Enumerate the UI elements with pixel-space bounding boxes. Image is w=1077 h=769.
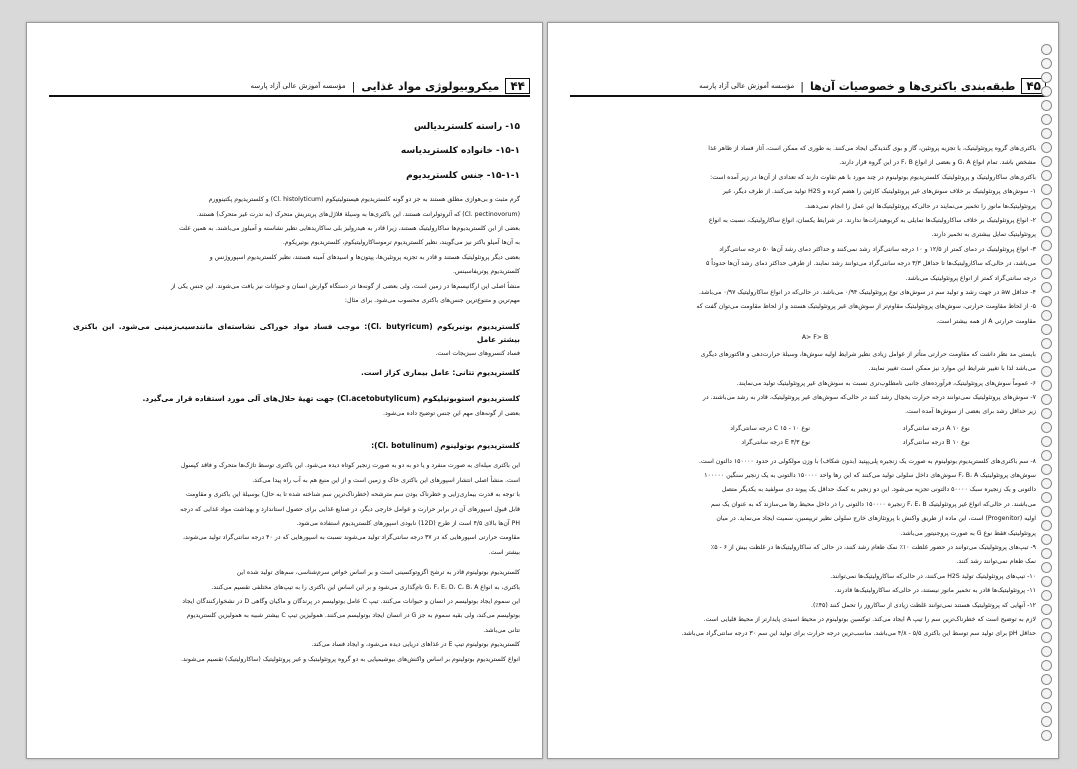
paragraph-line: انواع کلستریدیوم بوتولینوم بر اساس واکنش‌های بیوشیمیایی به دو گروه پروتئولیتیک و غیر پروتئولیتیک (ساکارولیتیک) تقسیم می‌شوند. [180,655,520,663]
paragraph-line: لازم به توضیح است که خطرناک‌ترین سم را تیپ A ایجاد می‌کند. توکسین بوتولینوم در محیط اسیدی پایدارتر از محیط قلیایی است. [703,616,1036,623]
species-acetobutylicum: کلستریدیوم استوبوتیلیکوم (Cl.acetobutylicum) جهت تهیهٔ حلال‌های آلی مورد استفاده قرار می‌گیرد. [142,394,520,404]
binding-ring-icon [1041,212,1052,223]
paragraph-line: باکتری، به انواع G، F، E، D، C، B، A نام‌گذاری می‌شود و بر این اساس این باکتری را به تیپ‌های مختلفی تقسیم می‌کنند. [211,583,520,591]
paragraph-line: مشخص باشد. تمام انواع G، A و بعضی از انواع F، B در این گروه قرار دارند. [839,159,1036,167]
paragraph-line: پروتئولیتیک تمایل بیشتری به تخمیر دارند. [931,231,1036,239]
binding-ring-icon [1041,534,1052,545]
paragraph-line: باکتری‌های ساکارولیتیک و پروتئولیتیک کلستریدیوم بوتولینوم در چند مورد با هم تفاوت دارند که تعدادی از آن‌ها در زیر آمده است: [710,173,1036,181]
binding-ring-icon [1041,604,1052,615]
paragraph-line: بعضی از گونه‌های مهم این جنس توضیح داده می‌شود. [383,409,520,417]
species-botulinum: کلستریدیوم بوتولینوم (Cl. botulinum): [371,440,520,450]
binding-ring-icon [1041,86,1052,97]
paragraph-line: ۸- سم باکتری‌های کلستریدیوم بوتولینوم به صورت یک زنجیره پلی‌پپتید (بدون شکاف) با وزن مولکولی در حدود ۱۵۰۰۰۰ دالتون است. [698,457,1036,465]
right-page-header [570,77,1046,97]
right-page [547,22,1059,759]
paragraph-line: دالتونی و یک زنجیره سبک ۵۰۰۰۰ دالتونی تجزیه می‌شود. این دو زنجیر به کمک حداقل یک پیوند دی سولفید به یکدیگر متصل [721,486,1036,494]
binding-ring-icon [1041,240,1052,251]
paragraph-line: کلستریدیوم بوتولینوم تیپ E در غذاهای دریایی دیده می‌شود، و ایجاد فساد می‌کند. [311,641,520,649]
paragraph-line: ۹- تیپ‌های پروتئولیتیک می‌توانند در حضور غلظت ۱۰٪ نمک طعام رشد کنند، در حالی که ساکارولیتیک‌ها در غلظت بیش از ۶ - ۵٪ [710,543,1036,551]
binding-ring-icon [1041,450,1052,461]
page-number: ۴۴ [505,78,530,94]
paragraph-line: باکتری‌های گروه پروتئولیتیک، با تجزیه پروتئین، گاز و بوی گندیدگی ایجاد می‌کنند. به طوری که ممکن است، آثار فساد از ظاهر غذا [708,145,1036,152]
binding-ring-icon [1041,156,1052,167]
paragraph-line: ۳- انواع پروتئولیتیک در دمای کمتر از ۱۲/۵ و ۱۰ درجه سانتی‌گراد رشد نمی‌کنند و حداکثر دمای رشد آن‌ها ۵۰ درجه سانتی‌گراد [719,245,1036,253]
paragraph-line: می‌باشد لذا با تغییر شرایط این موارد نیز ممکن است تغییر نمایند. [868,365,1036,373]
paragraph-line: ۱- سوش‌های پروتئولیتیک بر خلاف سوش‌های غیر پروتئولیتیک کازئین را هضم کرده و H2S تولید می‌کنند. از طرف دیگر، غیر [722,188,1036,196]
binding-ring-icon [1041,352,1052,363]
binding-ring-icon [1041,44,1052,55]
running-title: میکروبیولوژی مواد غذایی [361,79,500,93]
binding-ring-icon [1041,58,1052,69]
binding-ring-icon [1041,562,1052,573]
paragraph-line: ۱۲- آنهایی که پروتئولیتیک هستند نمی‌توانند غلظت زیادی از ساکاروز را تحمل کنند (۴۵٪). [810,601,1036,609]
binding-ring-icon [1041,632,1052,643]
paragraph-line: مهم‌ترین و متنوع‌ترین جنس‌های باکتری محسوب می‌شود. برای مثال: [344,297,520,305]
paragraph-line: نمک طعام نمی‌توانند رشد کنند. [956,558,1036,566]
binding-ring-icon [1041,618,1052,629]
paragraph-line: مقاومت حرارتی A از همه بیشتر است. [936,317,1036,325]
species-tetani: کلستریدیوم تتانی: عامل بیماری کزاز است. [361,367,520,377]
binding-ring-icon [1041,72,1052,83]
binding-ring-icon [1041,324,1052,335]
paragraph-line: است. منشأ اصلی انتشار اسپورهای این باکتری خاک و زمین است و از این منبع هم به آب راه پیدا می‌کند. [252,476,520,484]
binding-ring-icon [1041,296,1052,307]
left-page [26,22,543,759]
binding-ring-icon [1041,506,1052,517]
paragraph-line: بوتولیسم می‌کند، ولی بقیه سموم به جز G در انسان ایجاد بوتولیسم می‌کنند. همولیزین تیپ C بیشتر شبیه به همولیزین کلستریدیوم [186,612,520,620]
growth-temperature-table [660,423,969,450]
paragraph-line: منشأ اصلی این ارگانیسم‌ها در زمین است، ولی بعضی از گونه‌ها در دستگاه گوارش انسان و حیوانات نیز یافت می‌شوند. این جنس یکی از [170,282,520,290]
left-page-body [73,115,520,744]
paragraph-line: می‌باشند. در حالی‌که انواع غیر پروتئولیتیک F، E، B زنجیره ۱۵۰۰۰۰ دالتونی را در داخل محیط رها می‌سازند که به عنوان یک سم [710,500,1036,508]
paragraph-line: PH آن‌ها بالای ۴/۵ است از طرح (12D) نابودی اسپورهای کلستریدیوم استفاده می‌شود. [296,519,520,527]
binding-ring-icon [1041,184,1052,195]
type-entry: نوع E ۳/۳ درجه سانتی‌گراد [741,439,811,447]
paragraph-line: کلستریدیوم پوتریفاسینس. [452,268,520,276]
binding-ring-icon [1041,674,1052,685]
binding-ring-icon [1041,128,1052,139]
binding-ring-icon [1041,688,1052,699]
paragraph-line: این باکتری میله‌ای به صورت منفرد و یا دو به دو به صورت زنجیر کوتاه دیده می‌شود. این باکتری توسط تاژک‌ها متحرک و فاقد کپسول [180,462,520,470]
type-entry: نوع C ۱۵ - ۱۰ درجه سانتی‌گراد [730,424,811,432]
binding-ring-icon [1041,464,1052,475]
binding-ring-icon [1041,226,1052,237]
binding-ring-icon [1041,730,1052,741]
paragraph-line: پروتئولیتیک‌ها مانوز را تخمیر می‌نمایند در حالی‌که پروتئولیتیک‌ها این عمل را انجام نمی‌دهند. [805,202,1036,210]
binding-ring-icon [1041,380,1052,391]
binding-ring-icon [1041,282,1052,293]
paragraph-line: این سموم ایجاد بوتولیسم در انسان و حیوانات می‌کنند. تیپ C عامل بوتولیسم در پرندگان و ماکیان وگاهی D در نشخوارکنندگان ایجاد [182,597,520,605]
binding-ring-icon [1041,478,1052,489]
section-heading: ۱۵-۱-۱- جنس کلستریدیوم [406,170,520,181]
species-butyricum: کلستریدیوم بوتیریکوم (Cl. butyricum): موجب فساد مواد خوراکی نشاسته‌ای مانندسیب‌زمینی می‌شود. این باکتری بیشتر عامل [73,322,520,344]
binding-ring-icon [1041,436,1052,447]
paragraph-line: ۲- انواع پروتئولیتیک بر خلاف ساکارولیتیک‌ها تمایلی به کربوهیدرات‌ها ندارند. در شرایط یکسان، انواع ساکارولیتیک، نسبت به انواع [708,217,1036,225]
binding-rings [1041,44,1061,741]
paragraph-line: (Cl. pectinovorum) که آئروتولرانت هستند. این باکتری‌ها به وسیلهٔ فلاژل‌های پریتریش متحرک (به ندرت غیر متحرک) هستند. [196,210,520,218]
paragraph-line: زیر حداقل رشد برای بعضی از سوش‌ها آمده است. [905,408,1036,416]
page-number: ۴۵ [1021,78,1046,94]
binding-ring-icon [1041,660,1052,671]
binding-ring-icon [1041,142,1052,153]
type-entry: نوع A ۱۰ درجه سانتی‌گراد [902,424,970,432]
paragraph-line: قابل قبول اسپورهای آن در برابر حرارت و عوامل خارجی دیگر، در صنایع غذایی برای حصول استاندارد و بهداشت مواد غذایی که درجه [180,505,520,513]
heat-resistance-formula: A> F> B [801,334,829,342]
paragraph-line: گرم مثبت و بی‌هوازی مطلق هستند به جز دو گونه کلستریدیوم هیستولیتیکوم (Cl. histolyticum) و کلستریدیوم پکتینوورم [208,196,520,204]
binding-ring-icon [1041,716,1052,727]
paragraph-line: مقاومت حرارتی اسپورهایی که در ۳۷ درجه سانتی‌گراد تولید می‌شوند نسبت به اسپورهایی که در ۴۰ درجه سانتی‌گراد تولید می‌شوند، [183,534,520,542]
paragraph-line: به آن‌ها آمیلو باکتر نیز می‌گویند، نظیر کلستریدیوم ترموساکارولیتیکوم، کلستریدیوم بوتیریکوم. [282,239,520,247]
binding-ring-icon [1041,590,1052,601]
paragraph-line: فساد کنسروهای سبزیجات است. [435,350,520,358]
section-heading: ۱۵- راسته کلستریدیالس [413,122,520,132]
paragraph-line: پروتئولیتیک فقط نوع G به صورت پروجنیتور می‌باشد. [900,529,1036,537]
paragraph-line: درجه سانتی‌گراد کمتر از انواع پروتئولیتیک می‌باشد. [905,274,1036,282]
binding-ring-icon [1041,394,1052,405]
header-separator: | [351,79,356,93]
binding-ring-icon [1041,646,1052,657]
paragraph-line: سوش‌های پروتئولیتیک F، B، A سوش‌های داخل سلولی تولید می‌کنند که این رها واحد ۱۵۰۰۰۰ دالتونی به یک زنجیر سنگین ۱۰۰۰۰۰ [704,471,1036,479]
binding-ring-icon [1041,268,1052,279]
paragraph-line: ۵- از لحاظ مقاومت حرارتی، سوش‌های پروتئولیتیک مقاوم‌تر از سوش‌های غیر پروتئولیتیک هستند و از لحاظ مقاومت می‌توان گفت که [696,303,1036,311]
right-page-body [594,143,1036,744]
paragraph-line: ۱۱- پروتئولیتیک‌ها قادر به تخمیر مانوز نیستند، در حالی‌که ساکارولیتیک‌ها قادرند. [834,587,1036,595]
paragraph-line: ۷- سوش‌های پروتئولیتیک نمی‌توانند درجه حرارت یخچال رشد کنند در حالی‌که سوش‌های غیر پروتئولیتیک، قادر به رشد می‌باشند. در [702,393,1036,401]
binding-ring-icon [1041,198,1052,209]
paragraph-line: بعضی دیگر پروتئولیتیک هستند و قادر به تجزیه پروتئین‌ها، پپتون‌ها و اسیدهای آمینه هستند، نظیر کلستریدیوم اسپوروژنس و [209,253,520,261]
binding-ring-icon [1041,548,1052,559]
paragraph-line: می‌باشد، در حالی‌که ساکارولیتیک‌ها تا حداقل ۳/۳ درجه سانتی‌گراد می‌توانند رشد نمایند. از طرفی حداکثر دمای رشد آن‌ها حدوداً ۵ [705,260,1036,268]
left-page-header [49,77,530,97]
paragraph-line: بایستی مد نظر داشت که مقاومت حرارتی متأثر از عوامل زیادی نظیر شرایط اولیه سوش‌ها، وسیلهٔ حرارت‌دهی و فاکتورهای دیگری [700,350,1036,358]
binding-ring-icon [1041,310,1052,321]
paragraph-line: بیشتر است. [488,548,520,556]
paragraph-line: حداقل pH برای تولید سم توسط این باکتری ۵/۵ - ۴/۸ می‌باشد. مناسب‌ترین درجه حرارت برای تولید این سم ۳۰ درجه سانتی‌گراد می‌باشد. [681,630,1036,638]
binding-ring-icon [1041,114,1052,125]
running-title: طبقه‌بندی باکتری‌ها و خصوصیات آن‌ها [809,79,1016,93]
binding-ring-icon [1041,702,1052,713]
paragraph-line: با توجه به قدرت بیماری‌زایی و خطرناک بودن سم مترشحه (خطرناک‌ترین سم شناخته شده تا به حال) بوسیلهٔ این باکتری و مقاومت [185,491,520,499]
institute-name: مؤسسه آموزش عالی آزاد پارسه [250,82,346,90]
paragraph-line: کلستریدیوم بوتولینوم قادر به ترشح اگزوتوکسینی است و بر اساس خواص سرم‌شناسی، سم‌های تولید شده این [236,569,520,577]
paragraph-line: بعضی از این کلستریدیوم‌ها ساکارولیتیک هستند، زیرا قادر به هیدرولیز بلی ساکاریدهایی نظیر نشاسته و آمیلوز می‌باشند. به همین علت [179,225,520,233]
binding-ring-icon [1041,492,1052,503]
binding-ring-icon [1041,520,1052,531]
binding-ring-icon [1041,408,1052,419]
institute-name: مؤسسه آموزش عالی آزاد پارسه [699,82,795,90]
header-separator: | [800,79,804,93]
binding-ring-icon [1041,366,1052,377]
paragraph-line: ۶- عموماً سوش‌های پروتئولیتیک، فرآورده‌های جانبی نامطلوب‌تری نسبت به سوش‌های غیر پروتئولیتیک تولید می‌نمایند. [736,379,1036,387]
paragraph-line: ۴- حداقل aw در جهت رشد و تولید سم در سوش‌های نوع پروتئولیتیک ۰/۹۴ می‌باشد. در حالی‌که در انواع ساکارولیتیک ۰/۹۷ می‌باشد. [698,289,1036,297]
paragraph-line: ۱۰- تیپ‌های پروتئولیتیک تولید H2S می‌کنند، در حالی‌که ساکارولیتیک‌ها نمی‌توانند. [830,572,1036,580]
binding-ring-icon [1041,576,1052,587]
paragraph-line: اولیه (Progenitor) است، این ماده از طریق واکنش با پروتئازهای خارج سلولی نظیر تریپسین، سمیت ایجاد می‌نماید. در میان [716,515,1036,523]
binding-ring-icon [1041,338,1052,349]
paragraph-line: تتانی می‌باشد. [483,626,520,634]
binding-ring-icon [1041,100,1052,111]
section-heading: ۱۵-۱- خانواده کلستریدیاسه [400,146,520,157]
binding-ring-icon [1041,170,1052,181]
binding-ring-icon [1041,254,1052,265]
type-entry: نوع B ۱۰ درجه سانتی‌گراد [902,439,970,447]
binding-ring-icon [1041,422,1052,433]
